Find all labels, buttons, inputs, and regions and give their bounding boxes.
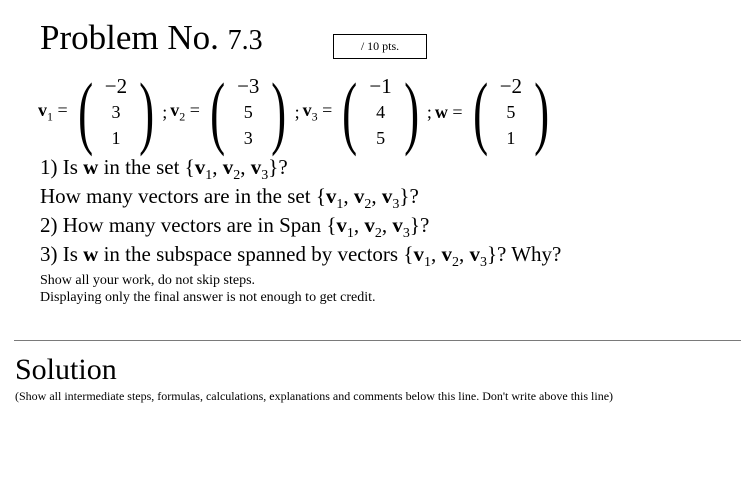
vector-entry: −2: [104, 74, 128, 98]
vector-entry: 3: [243, 128, 253, 148]
vector-entry: 1: [111, 128, 121, 148]
vector-label-v3: $v_3$ =: [302, 99, 333, 124]
left-paren: (: [472, 66, 488, 157]
right-paren: ): [403, 66, 419, 157]
vector-entry: 4: [376, 102, 386, 122]
right-paren: ): [534, 66, 550, 157]
problem-number: 7.3: [227, 25, 263, 56]
left-paren: (: [210, 66, 226, 157]
question-1: 1) Is w in the set {$v_1$, $v_2$, $v_3$}?: [40, 155, 288, 184]
vector-entry: 3: [111, 102, 121, 122]
right-paren: ): [139, 66, 155, 157]
vector-w: [467, 66, 556, 157]
left-paren: (: [342, 66, 358, 157]
note-credit: Displaying only the final answer is not enough to get credit.: [40, 290, 376, 305]
vector-entry: 5: [376, 128, 386, 148]
question-1b: How many vectors are in the set {$v_1$, $v_2$, $v_3$}?: [40, 184, 419, 213]
vector-v3: [336, 66, 425, 157]
vector-v2: [204, 66, 293, 157]
vector-definitions: $v_1$ = ( −2 3 1 ) ; $v_2$ = ( −3 5 3 ) ; $v_3$ = ( −1 4 5 ) ; w = ( −2 5 1 ): [38, 70, 555, 154]
right-paren: ): [271, 66, 287, 157]
points-box[interactable]: [333, 34, 427, 59]
vector-entry: 5: [243, 102, 253, 122]
question-2: 2) How many vectors are in Span {$v_1$, $v_2$, $v_3$}?: [40, 213, 430, 242]
vector-entry: 1: [506, 128, 516, 148]
vector-v1: [72, 66, 161, 157]
vector-entry: −2: [499, 74, 523, 98]
left-paren: (: [77, 66, 93, 157]
vector-label-v1: $v_1$ =: [38, 99, 68, 124]
solution-divider: [14, 340, 741, 341]
vector-entry: −3: [237, 74, 260, 98]
vector-label-w: w =: [434, 101, 463, 122]
question-3: 3) Is w in the subspace spanned by vectors {$v_1$, $v_2$, $v_3$}? Why?: [40, 242, 562, 271]
vector-entry: 5: [506, 102, 516, 122]
problem-title: [40, 18, 263, 61]
solution-heading: Solution: [15, 353, 117, 386]
solution-instruction: (Show all intermediate steps, formulas, calculations, explanations and comments below this line. Don't write above this line): [15, 389, 614, 403]
problem-title-prefix: Problem No.: [40, 18, 228, 57]
points-label: / 10 pts.: [360, 39, 400, 53]
note-show-work: Show all your work, do not skip steps.: [40, 273, 256, 288]
vector-entry: −1: [369, 74, 392, 98]
vector-label-v2: $v_2$ =: [170, 99, 200, 124]
